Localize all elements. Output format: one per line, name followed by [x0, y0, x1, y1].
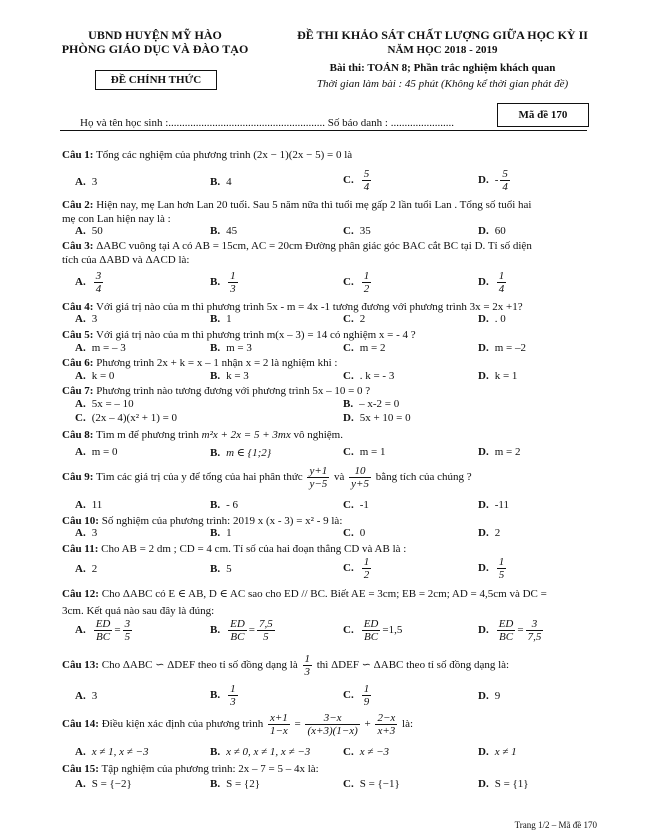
q10-option-a[interactable]: A. 3 [75, 527, 98, 539]
q13-option-b[interactable]: B. $\frac{1}{3}$ [210, 683, 236, 708]
q11-option-a[interactable]: A. 2 [75, 563, 98, 575]
q1-option-a[interactable]: A. 3 [75, 176, 98, 188]
question-10: Câu 10: Số nghiệm của phương trình: 2019 x (x - 3) = x² - 9 là: [62, 515, 343, 527]
exam-title: ĐỀ THI KHẢO SÁT CHẤT LƯỢNG GIỮA HỌC KỲ II [297, 28, 588, 42]
q7-option-c[interactable]: C. (2x – 4)(x² + 1) = 0 [75, 412, 178, 424]
q13-option-c[interactable]: C. $\frac{1}{9}$ [343, 683, 370, 708]
q15-option-d[interactable]: D. S = {1} [478, 778, 529, 790]
q11-option-c[interactable]: C. $\frac{1}{2}$ [343, 556, 370, 581]
page-footer: Trang 1/2 – Mã đề 170 [514, 820, 597, 830]
question-5: Câu 5: Với giá trị nào của m thì phương trình m(x – 3) = 14 có nghiệm x = - 4 ? [62, 329, 416, 341]
q15-option-c[interactable]: C. S = {−1} [343, 778, 400, 790]
q9-option-d[interactable]: D. -11 [478, 499, 509, 511]
q1-option-c[interactable]: C. $\frac{5}{4}$ [343, 168, 370, 193]
q15-option-a[interactable]: A. S = {−2} [75, 778, 132, 790]
student-info-line: Họ và tên học sinh :......................................................... Số báo danh : ....................... [80, 117, 454, 129]
q1-text: Tổng các nghiệm của phương trình (2x − 1)(2x − 5) = 0 là [96, 149, 353, 161]
q11-option-b[interactable]: B. 5 [210, 563, 232, 575]
q2-option-d[interactable]: D. 60 [478, 225, 506, 237]
exam-code: Mã đề 170 [518, 109, 568, 121]
q11-option-d[interactable]: D. $\frac{1}{5}$ [478, 556, 505, 581]
exam-code-box [497, 103, 589, 127]
q8-option-b[interactable]: B. m ∈ {1;2} [210, 447, 272, 459]
q14-option-d[interactable]: D. x ≠ 1 [478, 746, 517, 758]
question-8: Câu 8: Tìm m để phương trình m²x + 2x = 5 + 3mx vô nghiệm. [62, 429, 343, 441]
q12-option-d[interactable]: D. $\frac{ED}{BC}$ = $\frac{3}{7,5}$ [478, 618, 542, 643]
q4-option-b[interactable]: B. 1 [210, 313, 232, 325]
q4-option-d[interactable]: D. . 0 [478, 313, 506, 325]
question-3: Câu 3: ΔABC vuông tại A có AB = 15cm, AC = 20cm Đường phân giác góc BAC cắt BC tại D. Tỉ số diện tích của ΔABD và ΔACD là: [62, 240, 532, 266]
q7-option-d[interactable]: D. 5x + 10 = 0 [343, 412, 411, 424]
subject-line: Bài thi: TOÁN 8; Phần trắc nghiệm khách quan [329, 62, 556, 74]
q10-option-b[interactable]: B. 1 [210, 527, 232, 539]
q10-option-c[interactable]: C. 0 [343, 527, 366, 539]
q1-label: Câu 1: [62, 149, 94, 161]
q7-option-a[interactable]: A. 5x = – 10 [75, 398, 134, 410]
q10-option-d[interactable]: D. 2 [478, 527, 501, 539]
official-stamp-box [95, 70, 217, 90]
q5-option-c[interactable]: C. m = 2 [343, 342, 386, 354]
question-14: Câu 14: Điều kiện xác định của phương trình $\frac{x+1}{1-x}$ = $\frac{3-x}{(x+3)(1-x)}$ + $\frac{2-x}{x+3}$ là: [62, 711, 414, 737]
q15-option-b[interactable]: B. S = {2} [210, 778, 260, 790]
q4-option-a[interactable]: A. 3 [75, 313, 98, 325]
duration-line: Thời gian làm bài : 45 phút (Không kể thời gian phát đề) [316, 78, 569, 90]
q8-option-d[interactable]: D. m = 2 [478, 446, 521, 458]
question-13: Câu 13: Cho ΔABC ∽ ΔDEF theo tỉ số đồng dạng là $\frac{1}{3}$ thì ΔDEF ∽ ΔABC theo tỉ số đồng dạng là: [62, 652, 510, 678]
q5-option-b[interactable]: B. m = 3 [210, 342, 252, 354]
question-7: Câu 7: Phương trình nào tương đương với phương trình 5x – 10 = 0 ? [62, 385, 371, 397]
q3-option-c[interactable]: C. $\frac{1}{2}$ [343, 270, 370, 295]
q5-option-a[interactable]: A. m = – 3 [75, 342, 126, 354]
q6-option-d[interactable]: D. k = 1 [478, 370, 518, 382]
question-1 [62, 148, 607, 162]
q9-option-a[interactable]: A. 11 [75, 499, 103, 511]
question-9: Câu 9: Tìm các giá trị của y để tổng của hai phân thức $\frac{y+1}{y-5}$ và $\frac{10}{y+5}$ bằng tích của chúng ? [62, 464, 472, 490]
org-line1: UBND HUYỆN MỸ HÀO [88, 28, 222, 42]
question-4: Câu 4: Với giá trị nào của m thì phương trình 5x - m = 4x -1 tương đương với phương trình 3x = 2x +1? [62, 301, 523, 313]
q5-option-d[interactable]: D. m = –2 [478, 342, 526, 354]
q2-option-c[interactable]: C. 35 [343, 225, 371, 237]
q1-option-b[interactable]: B. 4 [210, 176, 232, 188]
question-12: Câu 12: Cho ΔABC có E ∈ AB, D ∈ AC sao cho ED // BC. Biết AE = 3cm; EB = 2cm; AD = 4,5cm và DC = 3cm. Kết quả nào sau đây là đúng: [62, 588, 547, 617]
q6-option-c[interactable]: C. . k = - 3 [343, 370, 395, 382]
q7-option-b[interactable]: B. – x-2 = 0 [343, 398, 400, 410]
q12-option-a[interactable]: A. $\frac{ED}{BC}$ = $\frac{3}{5}$ [75, 618, 131, 643]
q13-option-a[interactable]: A. 3 [75, 690, 98, 702]
q4-option-c[interactable]: C. 2 [343, 313, 366, 325]
q2-option-a[interactable]: A. 50 [75, 225, 103, 237]
q12-option-b[interactable]: B. $\frac{ED}{BC}$ = $\frac{7,5}{5}$ [210, 618, 273, 643]
q14-option-c[interactable]: C. x ≠ −3 [343, 746, 390, 758]
header-divider [60, 130, 587, 131]
q9-option-c[interactable]: C. -1 [343, 499, 369, 511]
q2-option-b[interactable]: B. 45 [210, 225, 238, 237]
q13-option-d[interactable]: D. 9 [478, 690, 501, 702]
question-11: Câu 11: Cho AB = 2 dm ; CD = 4 cm. Tỉ số của hai đoạn thẳng CD và AB là : [62, 543, 407, 555]
official-label: ĐỀ CHÍNH THỨC [110, 74, 202, 86]
org-line2: PHÒNG GIÁO DỤC VÀ ĐÀO TẠO [61, 42, 249, 56]
q3-option-a[interactable]: A. $\frac{3}{4}$ [75, 270, 102, 295]
question-2: Câu 2: Hiện nay, mẹ Lan hơn Lan 20 tuổi. Sau 5 năm nữa thì tuổi mẹ gấp 2 lần tuổi Lan . Tổng số tuổi hai mẹ con Lan hiện nay là : [62, 199, 532, 225]
q8-option-a[interactable]: A. m = 0 [75, 446, 118, 458]
q9-option-b[interactable]: B. - 6 [210, 499, 239, 511]
q3-option-b[interactable]: B. $\frac{1}{3}$ [210, 270, 236, 295]
question-15: Câu 15: Tập nghiệm của phương trình: 2x – 7 = 5 – 4x là: [62, 763, 319, 775]
q12-option-c[interactable]: C. $\frac{ED}{BC}$ =1,5 [343, 618, 403, 643]
q8-option-c[interactable]: C. m = 1 [343, 446, 386, 458]
q3-option-d[interactable]: D. $\frac{1}{4}$ [478, 270, 505, 295]
q6-option-b[interactable]: B. k = 3 [210, 370, 249, 382]
q14-option-b[interactable]: B. x ≠ 0, x ≠ 1, x ≠ −3 [210, 746, 311, 758]
q6-option-a[interactable]: A. k = 0 [75, 370, 115, 382]
question-6: Câu 6: Phương trình 2x + k = x – 1 nhận x = 2 là nghiệm khi : [62, 357, 338, 369]
q1-option-d[interactable]: D. - $\frac{5}{4}$ [478, 168, 508, 193]
school-year: NĂM HỌC 2018 - 2019 [387, 44, 498, 56]
q14-option-a[interactable]: A. x ≠ 1, x ≠ −3 [75, 746, 149, 758]
